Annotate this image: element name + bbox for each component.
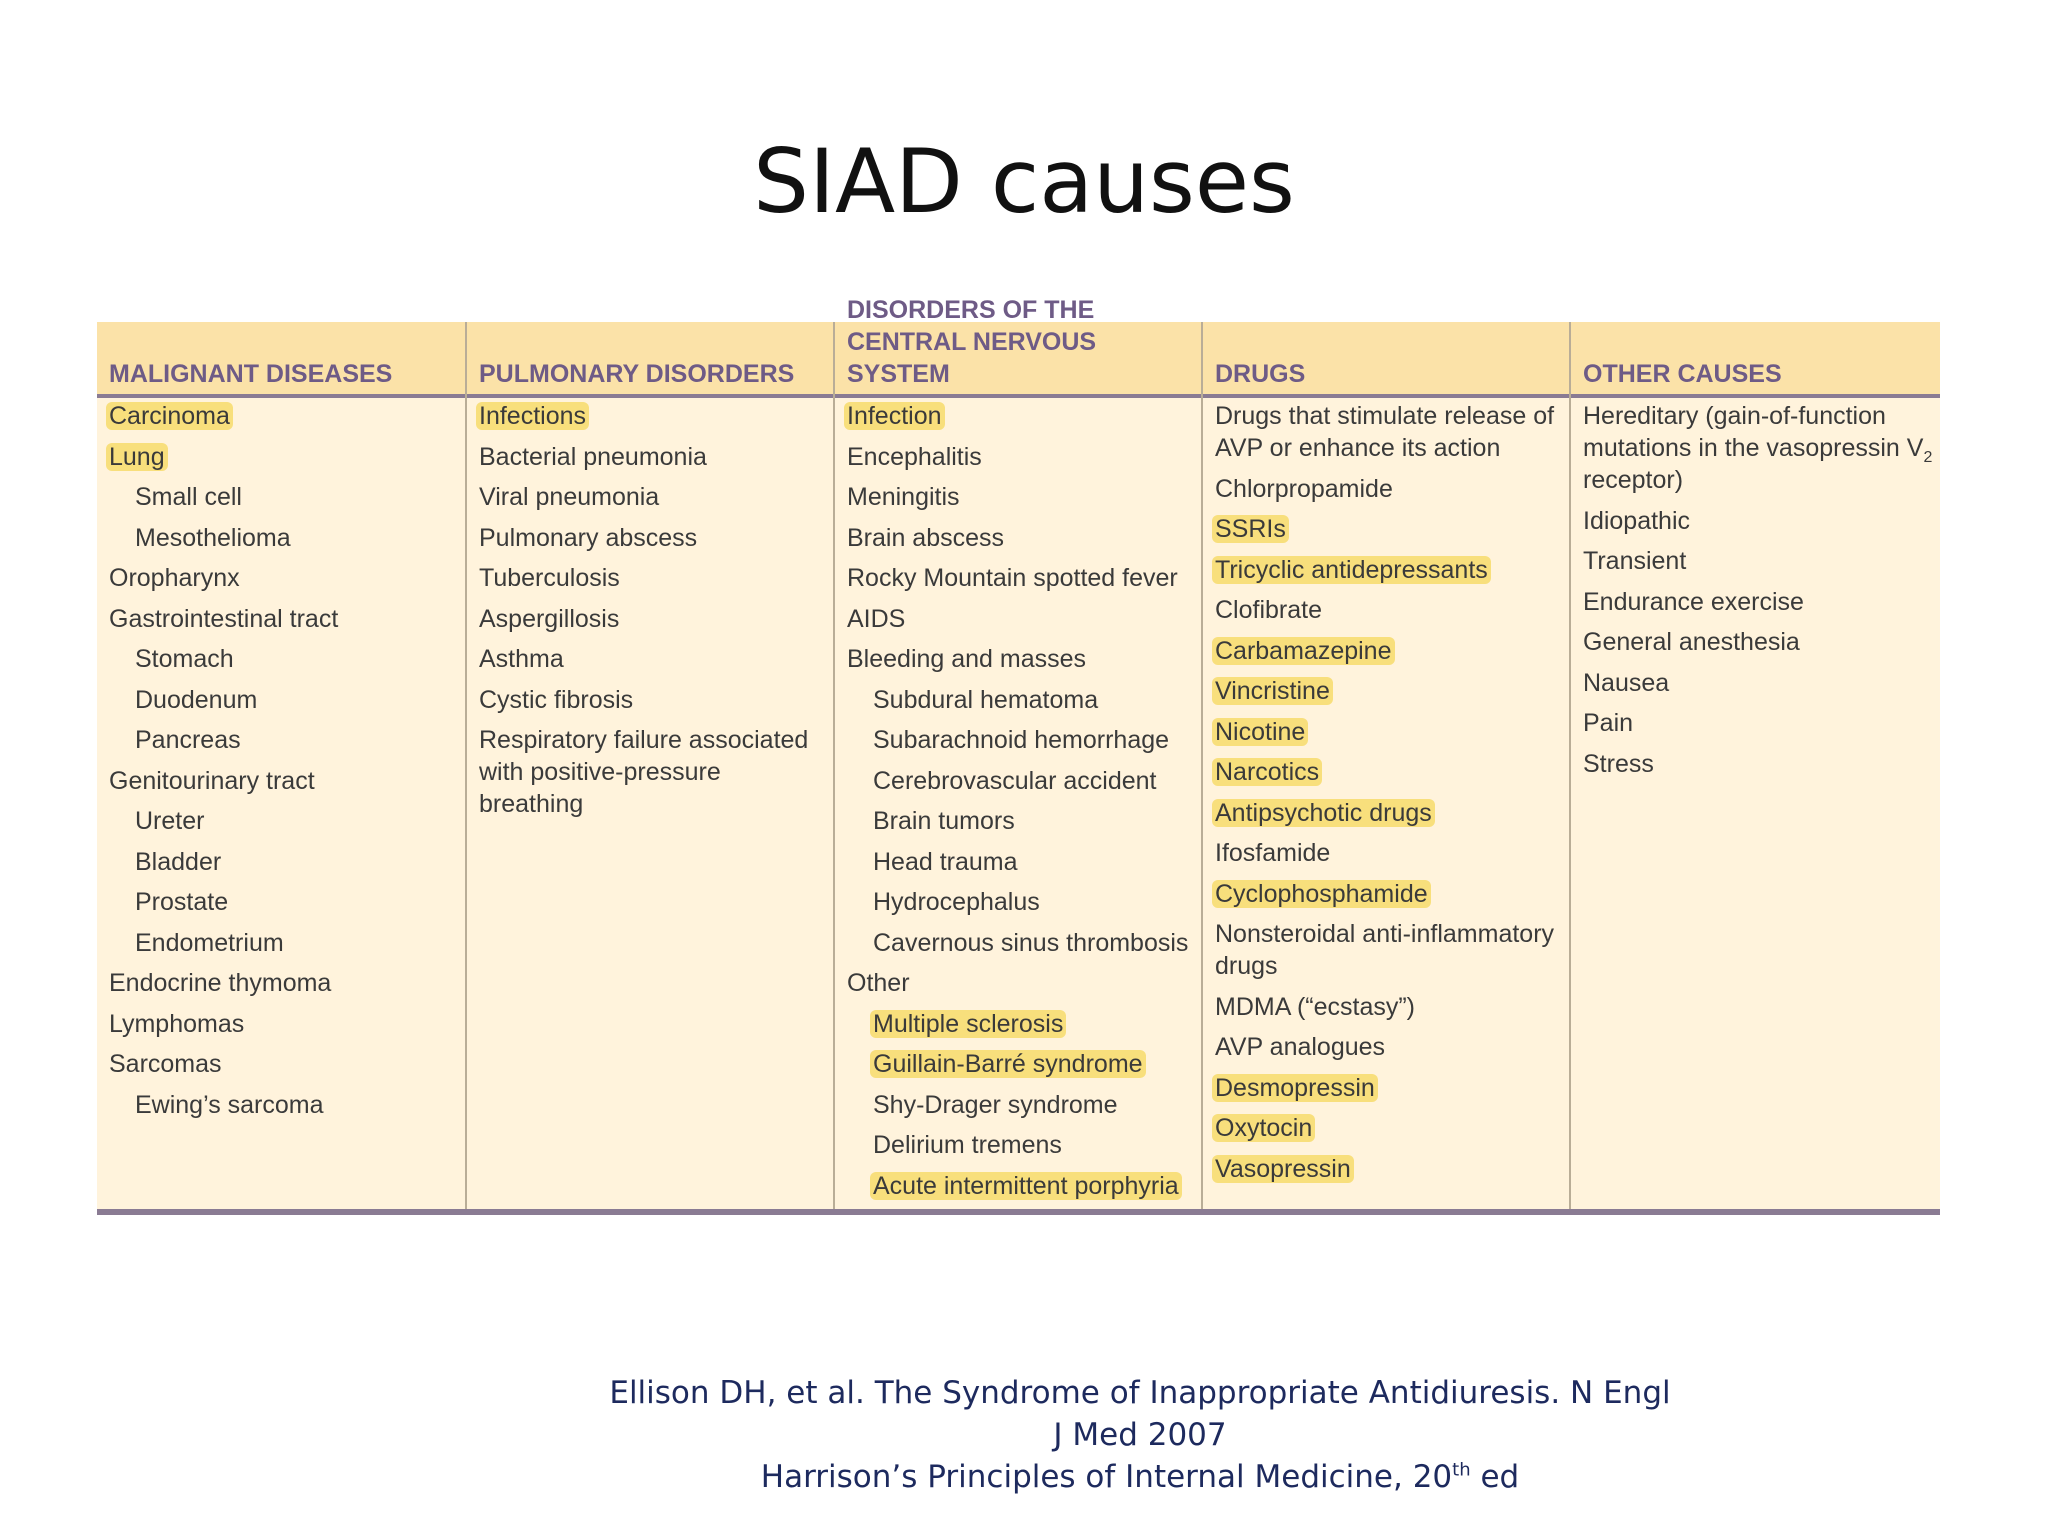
item-text: Tuberculosis bbox=[479, 564, 620, 592]
item-text: Cystic fibrosis bbox=[479, 685, 634, 714]
list-item bbox=[847, 562, 1195, 594]
item-text: Ewing’s sarcoma bbox=[135, 1090, 324, 1119]
column-header: PULMONARY DISORDERS bbox=[479, 360, 795, 388]
item-text: Tricyclic antidepressants bbox=[1212, 556, 1491, 584]
list-item bbox=[1583, 626, 1934, 658]
list-item bbox=[847, 400, 1195, 432]
item-text: Endocrine thymoma bbox=[109, 969, 332, 997]
list-item bbox=[1215, 473, 1563, 505]
list-item bbox=[479, 603, 827, 635]
list-item bbox=[847, 684, 1195, 716]
item-text: Pulmonary abscess bbox=[479, 523, 698, 552]
list-item bbox=[109, 1089, 459, 1121]
list-item bbox=[109, 400, 459, 432]
column-cns-disorders bbox=[833, 296, 1201, 1209]
list-item bbox=[847, 522, 1195, 554]
item-text: Transient bbox=[1583, 547, 1687, 575]
slide-title: SIAD causes bbox=[753, 130, 1295, 233]
list-item bbox=[1215, 513, 1563, 545]
column-items bbox=[479, 400, 827, 829]
list-item bbox=[1215, 756, 1563, 788]
item-text: Small cell bbox=[135, 483, 242, 511]
list-item bbox=[1215, 1072, 1563, 1104]
list-item bbox=[109, 886, 459, 918]
list-item bbox=[847, 441, 1195, 473]
column-items bbox=[109, 400, 459, 1129]
list-item bbox=[1583, 586, 1934, 618]
causes-table bbox=[97, 296, 1940, 1215]
item-text: Vincristine bbox=[1212, 677, 1333, 705]
list-item bbox=[109, 481, 459, 513]
item-text: Desmopressin bbox=[1212, 1074, 1378, 1102]
item-text: Vasopressin bbox=[1212, 1155, 1354, 1183]
item-text: Aspergillosis bbox=[479, 604, 620, 633]
column-malignant-diseases bbox=[97, 322, 465, 1209]
list-item bbox=[109, 562, 459, 594]
list-item bbox=[847, 481, 1195, 513]
item-text: Gastrointestinal tract bbox=[109, 604, 339, 633]
list-item bbox=[1215, 400, 1563, 464]
reference-nejm: Ellison DH, et al. The Syndrome of Inappropriate Antidiuresis. N Engl J Med 2007 bbox=[609, 1375, 1671, 1453]
list-item bbox=[479, 643, 827, 675]
list-item bbox=[479, 724, 827, 820]
list-item bbox=[847, 724, 1195, 756]
list-item bbox=[109, 927, 459, 959]
item-text: Cavernous sinus thrombosis bbox=[873, 928, 1189, 957]
column-header: DISORDERS OF THE CENTRAL NERVOUS SYSTEM bbox=[847, 296, 1097, 388]
item-text: Infections bbox=[476, 402, 589, 430]
list-item bbox=[847, 927, 1195, 959]
item-text: Brain abscess bbox=[847, 523, 1005, 552]
column-items bbox=[1583, 400, 1934, 788]
list-item bbox=[1215, 991, 1563, 1023]
column-header: DRUGS bbox=[1215, 360, 1306, 388]
item-text: Stress bbox=[1583, 749, 1654, 778]
item-text: Bladder bbox=[135, 847, 222, 876]
item-text: Ureter bbox=[135, 807, 205, 835]
item-text: Hereditary (gain-of-function mutations in the vasopressin $V_2$ receptor) bbox=[1583, 402, 1933, 494]
item-text: Other bbox=[847, 969, 910, 997]
references bbox=[600, 1372, 1680, 1498]
item-text: Acute intermittent porphyria bbox=[870, 1172, 1182, 1200]
list-item bbox=[109, 522, 459, 554]
item-text: Asthma bbox=[479, 645, 564, 673]
item-text: Cerebrovascular accident bbox=[873, 766, 1157, 795]
item-text: Mesothelioma bbox=[135, 523, 291, 552]
list-item bbox=[479, 522, 827, 554]
list-item bbox=[109, 846, 459, 878]
list-item bbox=[847, 1008, 1195, 1040]
list-item bbox=[1583, 748, 1934, 780]
item-text: Sarcomas bbox=[109, 1050, 222, 1078]
list-item bbox=[1215, 675, 1563, 707]
item-text: Endometrium bbox=[135, 928, 284, 957]
item-text: Stomach bbox=[135, 645, 234, 673]
item-text: Encephalitis bbox=[847, 442, 982, 471]
item-text: Clofibrate bbox=[1215, 596, 1322, 624]
item-text: Infection bbox=[844, 402, 945, 430]
list-item bbox=[847, 603, 1195, 635]
item-text: Delirium tremens bbox=[873, 1131, 1062, 1159]
list-item bbox=[1583, 707, 1934, 739]
item-text: Nausea bbox=[1583, 668, 1670, 697]
item-text: Ifosfamide bbox=[1215, 839, 1331, 867]
item-text: Head trauma bbox=[873, 847, 1018, 876]
item-text: Drugs that stimulate release of AVP or enhance its action bbox=[1215, 402, 1555, 462]
item-text: Pain bbox=[1583, 709, 1634, 737]
item-text: Bleeding and masses bbox=[847, 645, 1087, 673]
item-text: Antipsychotic drugs bbox=[1212, 799, 1435, 827]
item-text: Genitourinary tract bbox=[109, 766, 315, 795]
item-text: Nicotine bbox=[1212, 718, 1308, 746]
item-text: AVP analogues bbox=[1215, 1033, 1386, 1061]
list-item bbox=[847, 886, 1195, 918]
list-item bbox=[479, 441, 827, 473]
list-item bbox=[1215, 716, 1563, 748]
list-item bbox=[847, 1048, 1195, 1080]
item-text: Subdural hematoma bbox=[873, 685, 1099, 714]
item-text: Prostate bbox=[135, 888, 229, 916]
list-item bbox=[479, 562, 827, 594]
item-text: Duodenum bbox=[135, 685, 258, 714]
list-item bbox=[1215, 635, 1563, 667]
item-text: Multiple sclerosis bbox=[870, 1010, 1066, 1038]
item-text: Lymphomas bbox=[109, 1009, 245, 1038]
list-item bbox=[109, 724, 459, 756]
item-text: Respiratory failure associated with positive-pressure breathing bbox=[479, 726, 809, 818]
item-text: Bacterial pneumonia bbox=[479, 442, 707, 471]
column-other-causes bbox=[1569, 322, 1940, 1209]
item-text: Meningitis bbox=[847, 483, 960, 511]
list-item bbox=[847, 1170, 1195, 1202]
list-item bbox=[847, 846, 1195, 878]
item-text: AIDS bbox=[847, 604, 906, 633]
item-text: Hydrocephalus bbox=[873, 888, 1040, 916]
column-header: MALIGNANT DISEASES bbox=[109, 360, 393, 388]
item-text: SSRIs bbox=[1212, 515, 1289, 543]
list-item bbox=[1215, 1031, 1563, 1063]
item-text: Oxytocin bbox=[1212, 1114, 1315, 1142]
list-item bbox=[1583, 667, 1934, 699]
column-items bbox=[1215, 400, 1563, 1193]
list-item bbox=[847, 765, 1195, 797]
list-item bbox=[109, 1048, 459, 1080]
item-text: Subarachnoid hemorrhage bbox=[873, 726, 1170, 754]
list-item bbox=[479, 684, 827, 716]
item-text: Cyclophosphamide bbox=[1212, 880, 1431, 908]
list-item bbox=[1215, 918, 1563, 982]
item-text: Guillain-Barré syndrome bbox=[870, 1050, 1146, 1078]
list-item bbox=[847, 967, 1195, 999]
item-text: Shy-Drager syndrome bbox=[873, 1090, 1118, 1119]
list-item bbox=[847, 643, 1195, 675]
list-item bbox=[109, 643, 459, 675]
list-item bbox=[109, 441, 459, 473]
item-text: Narcotics bbox=[1212, 758, 1322, 786]
list-item bbox=[109, 805, 459, 837]
list-item bbox=[1215, 1112, 1563, 1144]
reference-harrisons: Harrison’s Principles of Internal Medicine, 20th ed bbox=[760, 1459, 1520, 1495]
item-text: Carcinoma bbox=[106, 402, 233, 430]
item-text: Brain tumors bbox=[873, 807, 1015, 835]
item-text: General anesthesia bbox=[1583, 628, 1800, 656]
item-text: Chlorpropamide bbox=[1215, 474, 1393, 503]
list-item bbox=[1215, 837, 1563, 869]
item-text: Carbamazepine bbox=[1212, 637, 1395, 665]
list-item bbox=[109, 603, 459, 635]
item-text: Oropharynx bbox=[109, 564, 240, 592]
list-item bbox=[1583, 400, 1934, 496]
item-text: Pancreas bbox=[135, 726, 241, 754]
column-drugs bbox=[1201, 322, 1569, 1209]
list-item bbox=[1583, 545, 1934, 577]
item-text: MDMA (“ecstasy”) bbox=[1215, 992, 1415, 1021]
list-item bbox=[109, 967, 459, 999]
list-item bbox=[847, 1089, 1195, 1121]
list-item bbox=[1215, 797, 1563, 829]
column-pulmonary-disorders bbox=[465, 322, 833, 1209]
list-item bbox=[1215, 1153, 1563, 1185]
list-item bbox=[479, 400, 827, 432]
list-item bbox=[109, 1008, 459, 1040]
column-items bbox=[847, 400, 1195, 1210]
list-item bbox=[109, 765, 459, 797]
item-text: Endurance exercise bbox=[1583, 587, 1804, 616]
list-item bbox=[1215, 878, 1563, 910]
item-text: Nonsteroidal anti-inflammatory drugs bbox=[1215, 920, 1555, 980]
item-text: Rocky Mountain spotted fever bbox=[847, 564, 1178, 592]
list-item bbox=[847, 805, 1195, 837]
column-header: OTHER CAUSES bbox=[1583, 360, 1782, 388]
list-item bbox=[847, 1129, 1195, 1161]
list-item bbox=[1215, 554, 1563, 586]
item-text: Idiopathic bbox=[1583, 506, 1691, 535]
item-text: Lung bbox=[106, 443, 168, 471]
list-item bbox=[109, 684, 459, 716]
item-text: Viral pneumonia bbox=[479, 483, 660, 511]
list-item bbox=[1583, 505, 1934, 537]
list-item bbox=[479, 481, 827, 513]
list-item bbox=[1215, 594, 1563, 626]
